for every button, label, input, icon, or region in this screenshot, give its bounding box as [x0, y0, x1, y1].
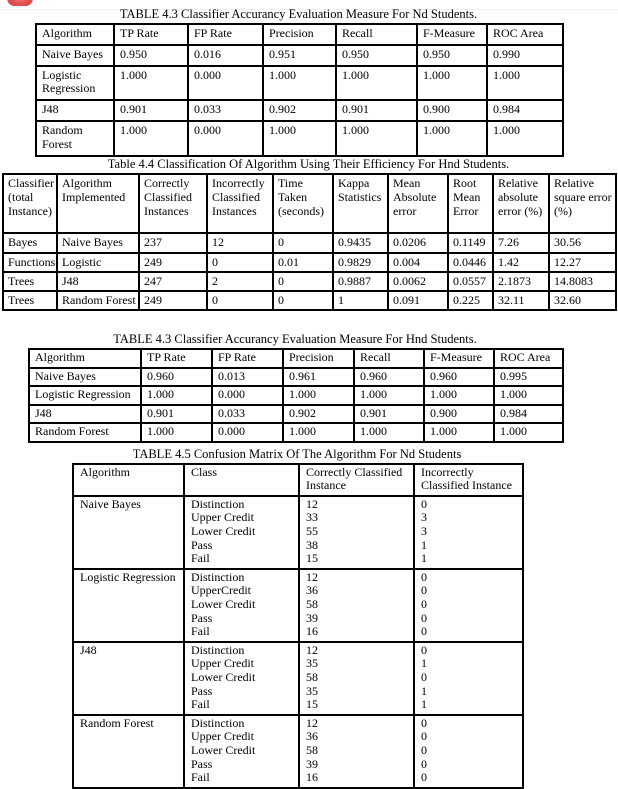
header-row	[3, 174, 616, 233]
correct-count-cell	[299, 715, 414, 788]
cell-line: 0	[421, 610, 427, 625]
table-cell: 0.900	[417, 100, 487, 121]
table-cell: 1.000	[494, 386, 563, 405]
table-cell: Logistic Regression	[36, 66, 114, 101]
column-header: Algorithm Implemented	[57, 174, 139, 233]
table-cell: 1.000	[417, 121, 487, 156]
algorithm-cell	[73, 496, 184, 569]
column-header: Correctly Classified Instance	[299, 464, 414, 496]
class-list-cell	[184, 642, 299, 715]
column-header: Incorrectly Classified Instance	[414, 464, 523, 496]
cell-line: 0	[421, 670, 427, 684]
table-cell: 1.000	[417, 66, 487, 101]
algorithm-cell	[73, 715, 184, 788]
cell-line: Distinction	[191, 496, 245, 511]
table-cell: 0.0062	[388, 272, 448, 291]
table-cell: 0.900	[424, 405, 494, 424]
table-cell: 0	[273, 233, 333, 252]
cell-line: 12	[306, 642, 318, 657]
cell-line: 36	[306, 729, 318, 744]
cell-line: 3	[421, 524, 427, 539]
cell-line: 12	[306, 569, 318, 584]
cell-line: Lower Credit	[191, 670, 256, 684]
table-row	[3, 253, 616, 272]
table-cell: 237	[139, 233, 207, 252]
cell-line: Distinction	[191, 715, 245, 730]
table-cell: Trees	[3, 272, 57, 291]
cell-line: Fail	[191, 770, 210, 785]
table-cell: 0.960	[141, 368, 212, 387]
table-cell: 0.091	[388, 291, 448, 310]
table-cell: 14.8083	[549, 272, 616, 291]
incorrect-count-cell	[414, 569, 523, 642]
table-cell: 30.56	[549, 233, 616, 252]
table-cell: Naive Bayes	[36, 45, 114, 66]
cell-line: 58	[306, 742, 318, 757]
cell-line: 1	[421, 656, 427, 671]
column-header: Recall	[354, 349, 424, 368]
column-header: F-Measure	[424, 349, 494, 368]
class-list-cell	[184, 715, 299, 788]
table-cell: Logistic	[57, 253, 139, 272]
cell-line: Distinction	[191, 642, 245, 657]
column-header: TP Rate	[114, 24, 188, 45]
table-cell: 1.000	[354, 386, 424, 405]
cell-line: Upper Credit	[191, 729, 254, 744]
table-cell: 0.016	[188, 45, 263, 66]
table-cell: 0.950	[417, 45, 487, 66]
table-cell: 1.000	[424, 423, 494, 442]
cell-line: Pass	[191, 610, 213, 625]
cell-line: 33	[306, 510, 318, 525]
table-cell: 12.27	[549, 253, 616, 272]
table-cell: 0.901	[114, 100, 188, 121]
incorrect-count-cell	[414, 642, 523, 715]
cell-line: 16	[306, 770, 318, 785]
cell-line: 3	[421, 510, 427, 525]
table-cell: Random Forest	[36, 121, 114, 156]
table-cell: J48	[57, 272, 139, 291]
incorrect-count-cell	[414, 715, 523, 788]
table-cell: 1.000	[424, 386, 494, 405]
correct-count-cell	[299, 569, 414, 642]
table-cell: 1.000	[263, 66, 336, 101]
column-header: FP Rate	[188, 24, 263, 45]
table-cell: 0	[273, 272, 333, 291]
algorithm-cell	[73, 569, 184, 642]
table-cell: Functions	[3, 253, 57, 272]
cell-line: 38	[306, 537, 318, 552]
cell-line: 0	[421, 642, 427, 657]
table-4-3-nd-accuracy	[35, 23, 564, 157]
cell-line: Lower Credit	[191, 742, 256, 757]
table-cell: 249	[139, 253, 207, 272]
column-header: Class	[184, 464, 299, 496]
table-cell: 0.950	[114, 45, 188, 66]
cell-line: 36	[306, 583, 318, 598]
table-cell: 0.033	[212, 405, 283, 424]
column-header: Algorithm	[29, 349, 141, 368]
table-cell: 32.60	[549, 291, 616, 310]
column-header: Algorithm	[73, 464, 184, 496]
cell-line: 0	[421, 624, 427, 639]
table-cell: J48	[36, 100, 114, 121]
table-cell: 1	[333, 291, 388, 310]
table-cell: 32.11	[493, 291, 549, 310]
table-cell: 0.984	[494, 405, 563, 424]
table-cell: 1.000	[141, 423, 212, 442]
table-cell: 0.000	[188, 121, 263, 156]
cell-line: 0	[421, 496, 427, 511]
table-cell: 0.000	[212, 423, 283, 442]
table-cell: 0.0206	[388, 233, 448, 252]
column-header: TP Rate	[141, 349, 212, 368]
table-row	[29, 405, 563, 424]
column-header: Classifier (total Instance)	[3, 174, 57, 233]
table-row	[29, 368, 563, 387]
cell-line: 58	[306, 597, 318, 612]
table-cell: 0.1149	[448, 233, 493, 252]
table-cell: 0.984	[487, 100, 563, 121]
column-header: FP Rate	[212, 349, 283, 368]
table-cell: 0.995	[494, 368, 563, 387]
table-cell: 2	[207, 272, 273, 291]
table-cell: 0.013	[212, 368, 283, 387]
algorithm-block-row	[73, 715, 523, 788]
table-cell: 1.000	[263, 121, 336, 156]
cell-line: Fail	[191, 624, 210, 639]
table-cell: 247	[139, 272, 207, 291]
table-cell: 0.033	[188, 100, 263, 121]
table-cell: Random Forest	[57, 291, 139, 310]
table-cell: 0.0446	[448, 253, 493, 272]
cell-line: 0	[421, 742, 427, 757]
cell-line: Fail	[191, 551, 210, 566]
cell-line: 1	[421, 551, 427, 566]
cell-line: Pass	[191, 756, 213, 771]
column-header: F-Measure	[417, 24, 487, 45]
table-cell: 0.960	[424, 368, 494, 387]
cell-line: 35	[306, 683, 318, 698]
cell-line: 12	[306, 496, 318, 511]
table-4-3-hnd-title: TABLE 4.3 Classifier Accurancy Evaluation Measure For Hnd Students.	[113, 332, 477, 346]
table-cell: 7.26	[493, 233, 549, 252]
table-cell: 0.951	[263, 45, 336, 66]
partial-red-icon[interactable]	[7, 0, 33, 6]
column-header: Root Mean Error	[448, 174, 493, 233]
cell-line: UpperCredit	[191, 583, 251, 598]
table-row	[3, 291, 616, 310]
column-header: Algorithm	[36, 24, 114, 45]
header-row	[36, 24, 563, 45]
table-cell: 0.000	[188, 66, 263, 101]
table-cell: 1.000	[336, 121, 417, 156]
cell-line: 1	[421, 697, 427, 712]
cell-line: 35	[306, 656, 318, 671]
table-cell: 0.9829	[333, 253, 388, 272]
header-row	[73, 464, 523, 496]
cell-line: Distinction	[191, 569, 245, 584]
section-table-4-3-nd	[35, 7, 562, 157]
table-cell: 1.000	[114, 121, 188, 156]
cell-line: Pass	[191, 683, 213, 698]
table-cell: 0.01	[273, 253, 333, 272]
table-cell: 0.902	[263, 100, 336, 121]
table-cell: 0.901	[336, 100, 417, 121]
cell-line: 16	[306, 624, 318, 639]
table-cell: 12	[207, 233, 273, 252]
cell-line: Upper Credit	[191, 510, 254, 525]
column-header: Relative absolute error (%)	[493, 174, 549, 233]
cell-line: Upper Credit	[191, 656, 254, 671]
section-table-4-5-nd	[72, 447, 522, 789]
table-cell: J48	[29, 405, 141, 424]
table-cell: 0.0557	[448, 272, 493, 291]
table-cell: 249	[139, 291, 207, 310]
table-4-5-nd-confusion-matrix	[72, 463, 524, 789]
table-4-3-hnd-accuracy	[28, 348, 564, 443]
column-header: Incorrectly Classified Instances	[207, 174, 273, 233]
column-header: ROC Area	[494, 349, 563, 368]
cell-line: 55	[306, 524, 318, 539]
table-cell: 1.000	[283, 386, 354, 405]
table-cell: 0	[207, 291, 273, 310]
table-cell: 1.000	[336, 66, 417, 101]
cell-line: 0	[421, 729, 427, 744]
column-header: Precision	[263, 24, 336, 45]
table-row	[36, 100, 563, 121]
cell-line: 0	[421, 569, 427, 584]
header-row	[29, 349, 563, 368]
table-4-3-nd-title: TABLE 4.3 Classifier Accurancy Evaluation Measure For Nd Students.	[119, 7, 478, 21]
cell-line: 15	[306, 697, 318, 712]
algorithm-cell	[73, 642, 184, 715]
table-cell: 0.960	[354, 368, 424, 387]
table-cell: 1.000	[141, 386, 212, 405]
column-header: Kappa Statistics	[333, 174, 388, 233]
column-header: Correctly Classified Instances	[139, 174, 207, 233]
table-cell: 0.901	[354, 405, 424, 424]
section-table-4-4-hnd	[2, 157, 615, 311]
algorithm-block-row	[73, 496, 523, 569]
cell-line: 0	[421, 583, 427, 598]
class-list-cell	[184, 569, 299, 642]
cell-line: 0	[421, 597, 427, 612]
table-4-5-nd-title: TABLE 4.5 Confusion Matrix Of The Algorithm For Nd Students	[132, 447, 462, 461]
column-header: Time Taken (seconds)	[273, 174, 333, 233]
cell-line: 0	[421, 770, 427, 785]
cell-line: 0	[421, 715, 427, 730]
table-cell: 0.902	[283, 405, 354, 424]
table-cell: 2.1873	[493, 272, 549, 291]
section-table-4-3-hnd	[28, 332, 562, 443]
table-row	[29, 386, 563, 405]
cell-line: 15	[306, 551, 318, 566]
cell-line: J48	[80, 642, 97, 657]
table-cell: Naive Bayes	[57, 233, 139, 252]
table-cell: 0.9435	[333, 233, 388, 252]
table-row	[3, 233, 616, 252]
table-cell: 1.000	[487, 66, 563, 101]
incorrect-count-cell	[414, 496, 523, 569]
table-cell: Logistic Regression	[29, 386, 141, 405]
table-row	[3, 272, 616, 291]
table-cell: 1.000	[354, 423, 424, 442]
table-4-4-hnd-title: Table 4.4 Classification Of Algorithm Using Their Efficiency For Hnd Students.	[107, 157, 510, 171]
column-header: Precision	[283, 349, 354, 368]
table-row	[36, 45, 563, 66]
table-cell: 0.990	[487, 45, 563, 66]
table-cell: 0.225	[448, 291, 493, 310]
table-cell: 0.9887	[333, 272, 388, 291]
class-list-cell	[184, 496, 299, 569]
cell-line: Fail	[191, 697, 210, 712]
table-cell: 0.000	[212, 386, 283, 405]
table-cell: 0.901	[141, 405, 212, 424]
cell-line: Lower Credit	[191, 524, 256, 539]
table-cell: 0.961	[283, 368, 354, 387]
cell-line: 0	[421, 756, 427, 771]
table-cell: 0	[273, 291, 333, 310]
table-cell: 1.000	[114, 66, 188, 101]
cell-line: 39	[306, 610, 318, 625]
cell-line: 58	[306, 670, 318, 684]
table-cell: 1.000	[494, 423, 563, 442]
table-4-4-hnd-efficiency	[2, 173, 617, 311]
cell-line: Random Forest	[80, 715, 154, 730]
cell-line: Lower Credit	[191, 597, 256, 612]
table-cell: Random Forest	[29, 423, 141, 442]
table-row	[36, 66, 563, 101]
table-cell: Naive Bayes	[29, 368, 141, 387]
correct-count-cell	[299, 642, 414, 715]
table-cell: 0.004	[388, 253, 448, 272]
table-cell: Trees	[3, 291, 57, 310]
table-row	[36, 121, 563, 156]
cell-line: Logistic Regression	[80, 569, 176, 584]
algorithm-block-row	[73, 642, 523, 715]
column-header: Recall	[336, 24, 417, 45]
table-cell: 0.950	[336, 45, 417, 66]
cell-line: 1	[421, 537, 427, 552]
table-cell: 0	[207, 253, 273, 272]
cell-line: Naive Bayes	[80, 496, 141, 511]
table-cell: Bayes	[3, 233, 57, 252]
table-cell: 1.000	[487, 121, 563, 156]
table-cell: 1.42	[493, 253, 549, 272]
algorithm-block-row	[73, 569, 523, 642]
table-cell: 1.000	[283, 423, 354, 442]
cell-line: 12	[306, 715, 318, 730]
column-header: ROC Area	[487, 24, 563, 45]
correct-count-cell	[299, 496, 414, 569]
cell-line: Pass	[191, 537, 213, 552]
table-row	[29, 423, 563, 442]
cell-line: 39	[306, 756, 318, 771]
column-header: Relative square error (%)	[549, 174, 616, 233]
column-header: Mean Absolute error	[388, 174, 448, 233]
cell-line: 1	[421, 683, 427, 698]
